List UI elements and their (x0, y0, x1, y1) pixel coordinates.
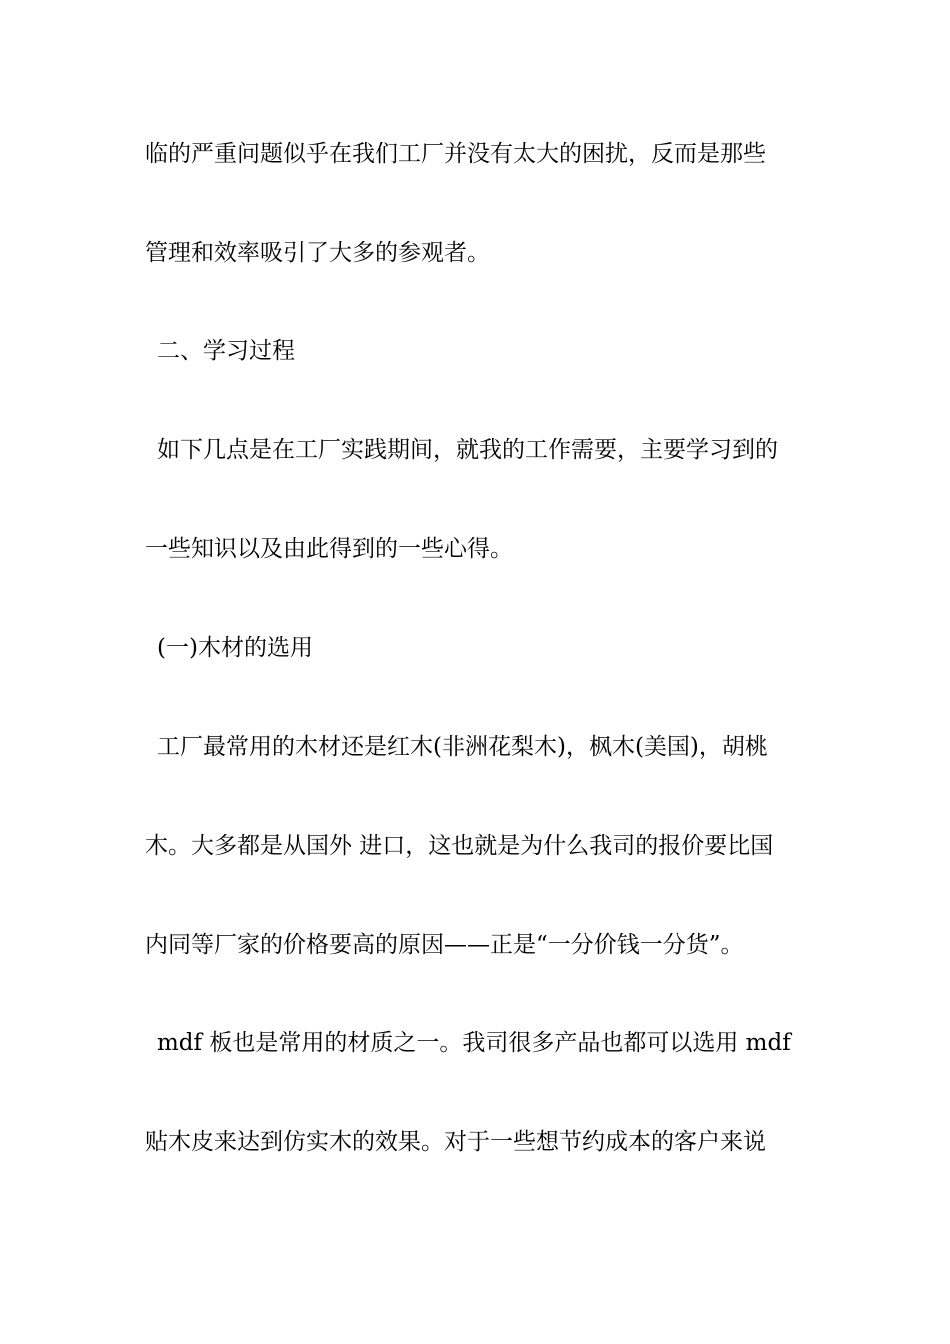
section-heading: 二、学习过程 (157, 338, 295, 364)
paragraph-line: 工厂最常用的木材还是红木(非洲花梨木)，枫木(美国)，胡桃 (157, 734, 768, 760)
paragraph-line: 管理和效率吸引了大多的参观者。 (145, 240, 490, 266)
paragraph-line: 木。大多都是从国外 进口，这也就是为什么我司的报价要比国 (145, 833, 774, 859)
paragraph-line: 一些知识以及由此得到的一些心得。 (145, 536, 513, 562)
paragraph-line: 贴木皮来达到仿实木的效果。对于一些想节约成本的客户来说 (145, 1129, 766, 1155)
subsection-heading: (一)木材的选用 (157, 635, 313, 661)
paragraph-line: mdf 板也是常用的材质之一。我司很多产品也都可以选用 mdf (157, 1030, 791, 1056)
paragraph-line: 如下几点是在工厂实践期间，就我的工作需要，主要学习到的 (157, 437, 778, 463)
paragraph-line: 内同等厂家的价格要高的原因——正是“一分价钱一分货”。 (145, 932, 744, 958)
paragraph-line: 临的严重问题似乎在我们工厂并没有太大的困扰，反而是那些 (145, 141, 766, 167)
